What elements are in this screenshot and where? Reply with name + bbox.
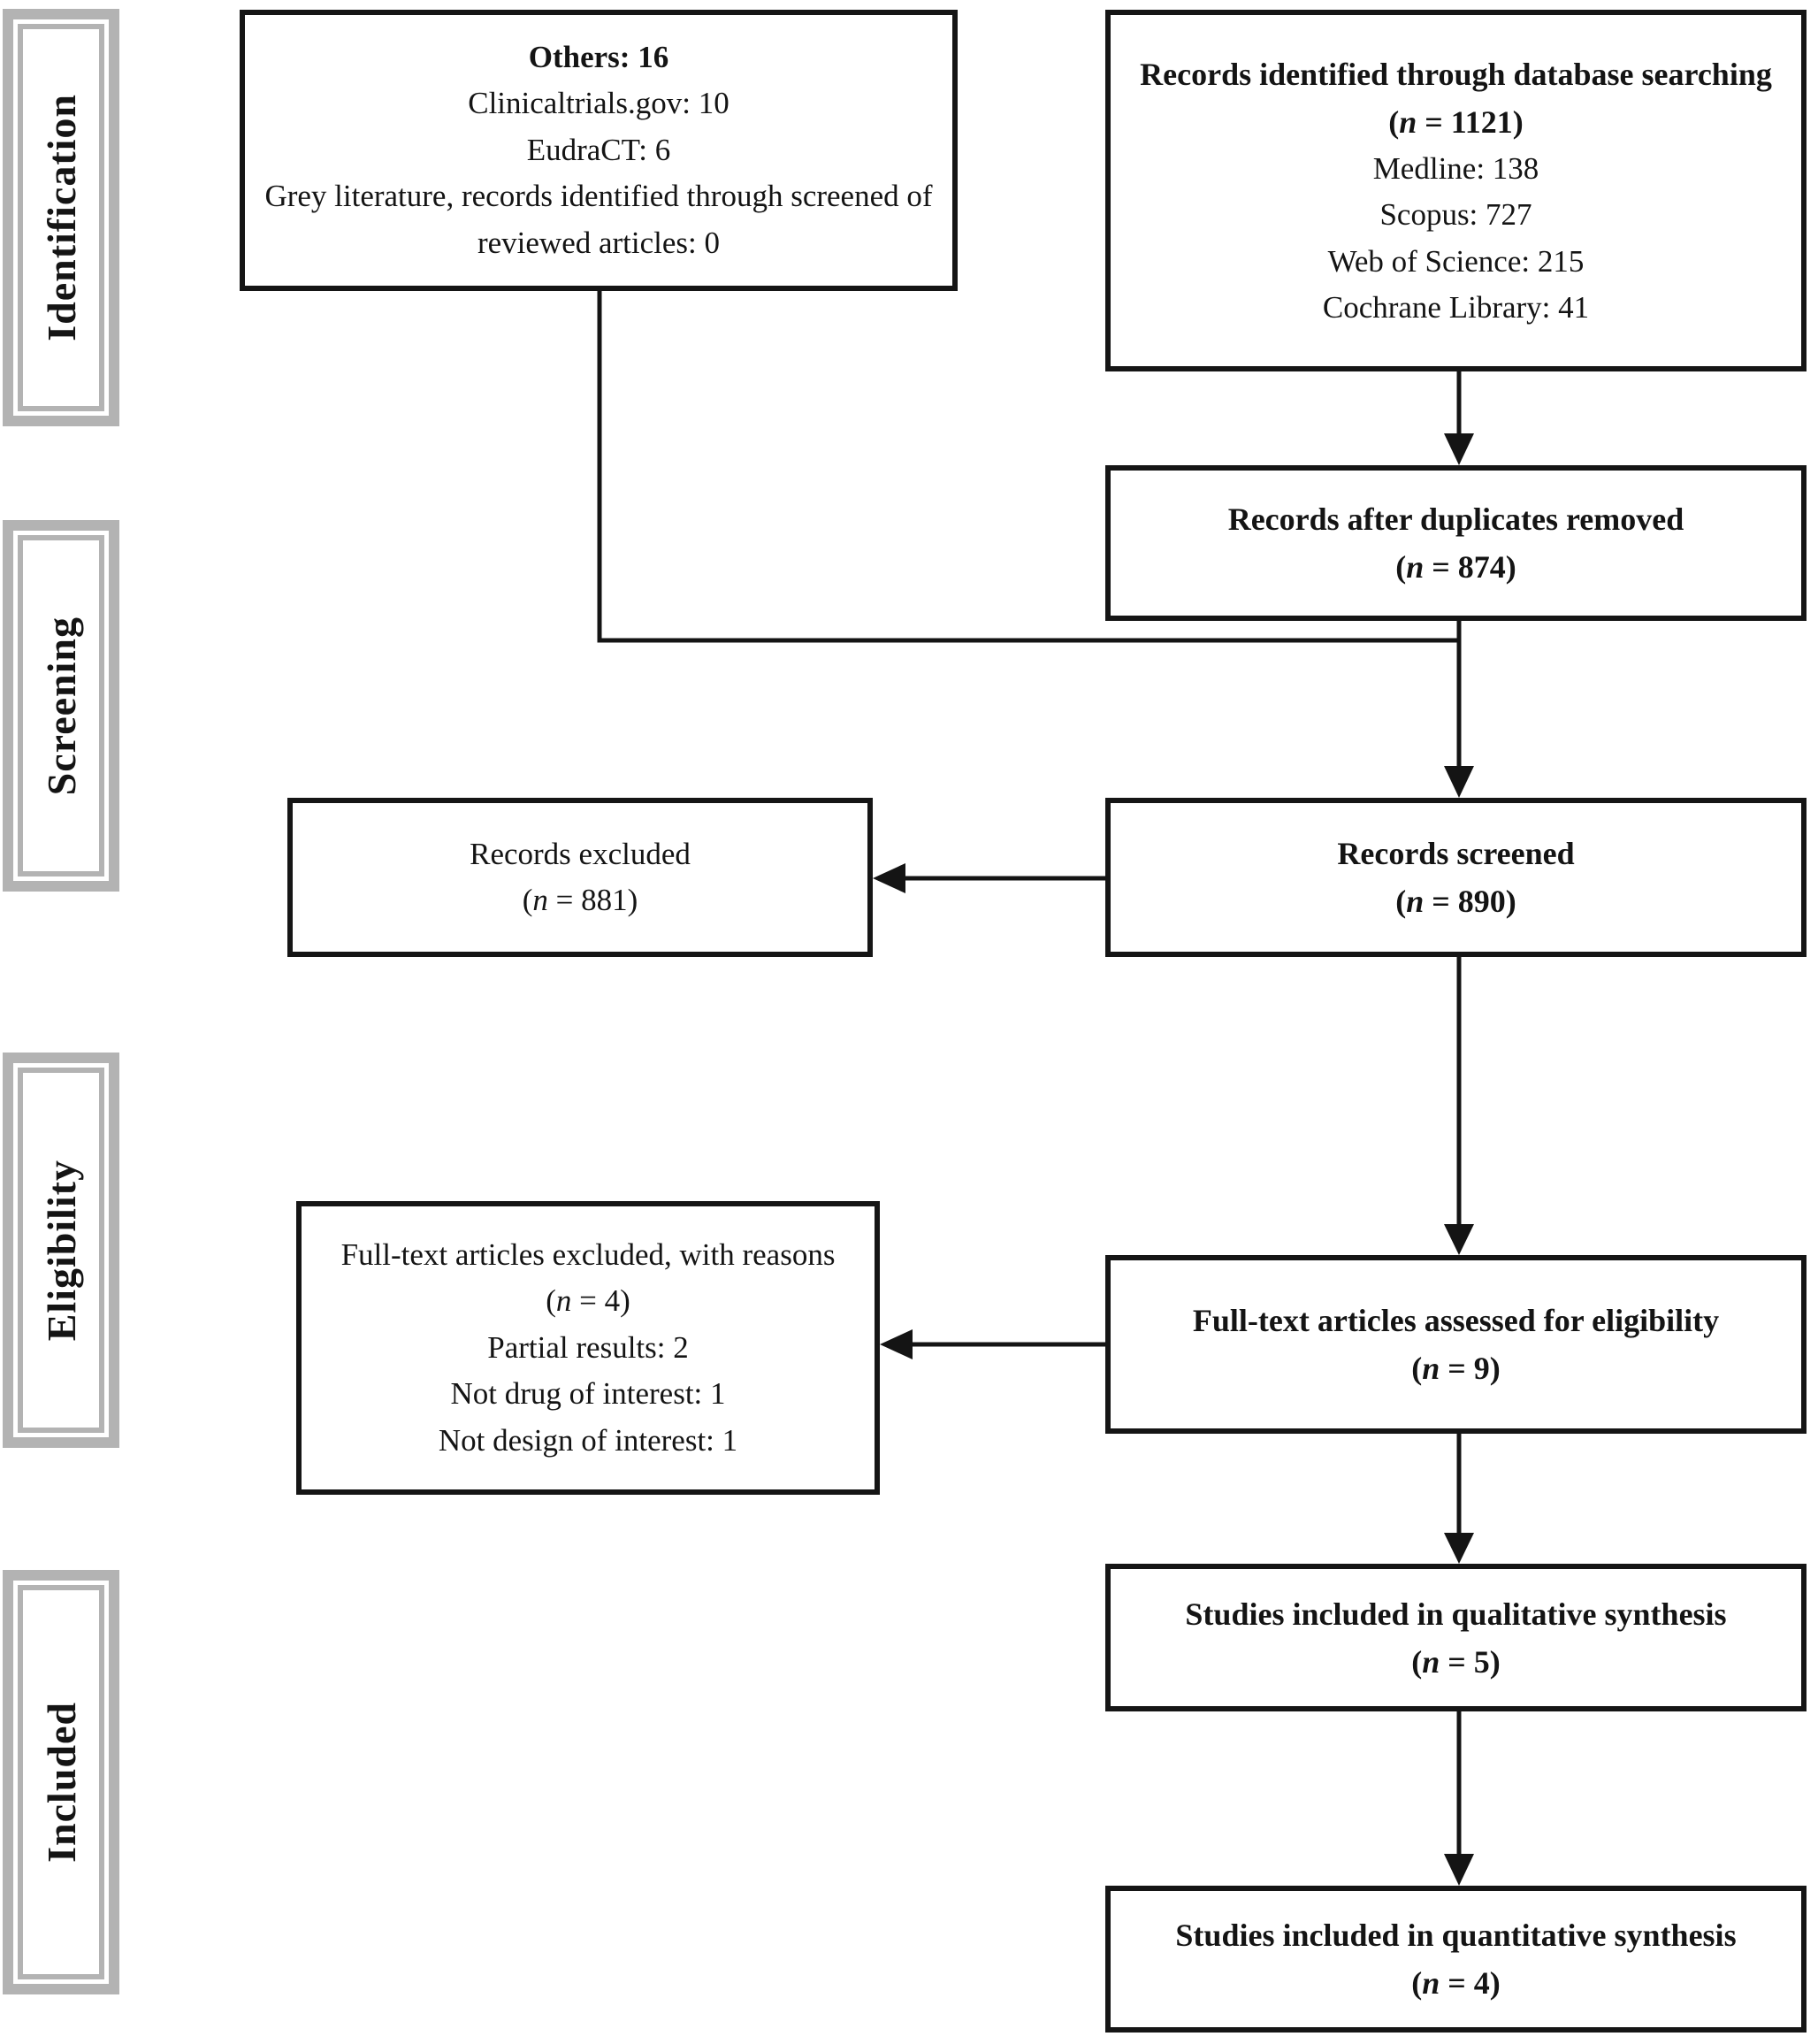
box-records-screened <box>1105 798 1807 957</box>
box-fulltext-excluded-title: Full-text articles excluded, with reasons <box>340 1236 836 1272</box>
box-quantitative-synthesis-count: (n = 4) <box>1411 1965 1501 2001</box>
stage-included-frame <box>13 1581 109 1984</box>
box-qualitative-synthesis <box>1105 1564 1807 1711</box>
box-database-search-title: Records identified through database searching <box>1140 56 1772 92</box>
arrow-down-duplicates-to-screened-icon <box>1444 621 1474 798</box>
stage-eligibility <box>3 1053 119 1448</box>
box-qualitative-synthesis-count: (n = 5) <box>1411 1643 1501 1680</box>
box-qualitative-synthesis-title: Studies included in qualitative synthesis <box>1185 1596 1727 1632</box>
box-database-search-line: Medline: 138 <box>1372 150 1539 186</box>
stage-identification-label: Identification <box>38 94 84 341</box>
box-database-search-line: Scopus: 727 <box>1379 197 1532 232</box>
box-fulltext-excluded-reason: Not design of interest: 1 <box>438 1422 738 1458</box>
box-records-screened-count: (n = 890) <box>1395 884 1516 919</box>
arrow-down-database-to-duplicates-icon <box>1444 371 1474 465</box>
box-records-screened-title: Records screened <box>1337 836 1575 871</box>
box-other-sources-line: Clinicaltrials.gov: 10 <box>468 86 729 121</box>
box-fulltext-assessed-count: (n = 9) <box>1411 1351 1501 1386</box>
box-database-search-count: (n = 1121) <box>1388 103 1524 140</box>
box-quantitative-synthesis <box>1105 1886 1807 2033</box>
arrow-left-screened-to-excluded-icon <box>873 863 1105 893</box>
box-fulltext-excluded-count: (n = 4) <box>546 1283 630 1319</box>
box-other-sources <box>240 10 958 291</box>
stage-included <box>3 1570 119 1994</box>
box-database-search <box>1105 10 1807 371</box>
box-quantitative-synthesis-title: Studies included in quantitative synthesis <box>1175 1918 1737 1953</box>
box-records-excluded <box>287 798 873 957</box>
box-records-excluded-title: Records excluded <box>470 836 691 871</box>
box-duplicates-removed-title: Records after duplicates removed <box>1227 501 1684 537</box>
stage-eligibility-frame <box>13 1063 109 1437</box>
box-database-search-line: Web of Science: 215 <box>1327 243 1585 279</box>
box-fulltext-assessed <box>1105 1255 1807 1434</box>
box-duplicates-removed-count: (n = 874) <box>1395 549 1516 585</box>
box-duplicates-removed <box>1105 465 1807 621</box>
box-other-sources-line: EudraCT: 6 <box>526 132 671 167</box>
arrow-down-assessed-to-qualitative-icon <box>1444 1434 1474 1564</box>
stage-included-label: Included <box>38 1702 84 1863</box>
stage-identification-frame <box>13 19 109 416</box>
stage-identification <box>3 9 119 426</box>
arrow-down-screened-to-assessed-icon <box>1444 957 1474 1255</box>
arrow-left-assessed-to-fulltext-excluded-icon <box>880 1329 1105 1359</box>
stage-eligibility-label: Eligibility <box>38 1159 84 1342</box>
box-fulltext-assessed-title: Full-text articles assessed for eligibility <box>1192 1303 1720 1338</box>
box-fulltext-excluded-reason: Not drug of interest: 1 <box>450 1376 726 1412</box>
box-fulltext-excluded-reason: Partial results: 2 <box>487 1329 689 1365</box>
box-database-search-line: Cochrane Library: 41 <box>1322 290 1590 325</box>
stage-screening <box>3 520 119 892</box>
box-other-sources-line: Grey literature, records identified through screened of reviewed articles: 0 <box>264 179 933 260</box>
stage-screening-frame <box>13 531 109 881</box>
box-records-excluded-count: (n = 881) <box>522 883 638 917</box>
box-fulltext-excluded <box>296 1201 880 1495</box>
stage-screening-label: Screening <box>38 616 84 796</box>
box-other-sources-title: Others: 16 <box>528 39 669 74</box>
arrow-down-qualitative-to-quantitative-icon <box>1444 1711 1474 1886</box>
